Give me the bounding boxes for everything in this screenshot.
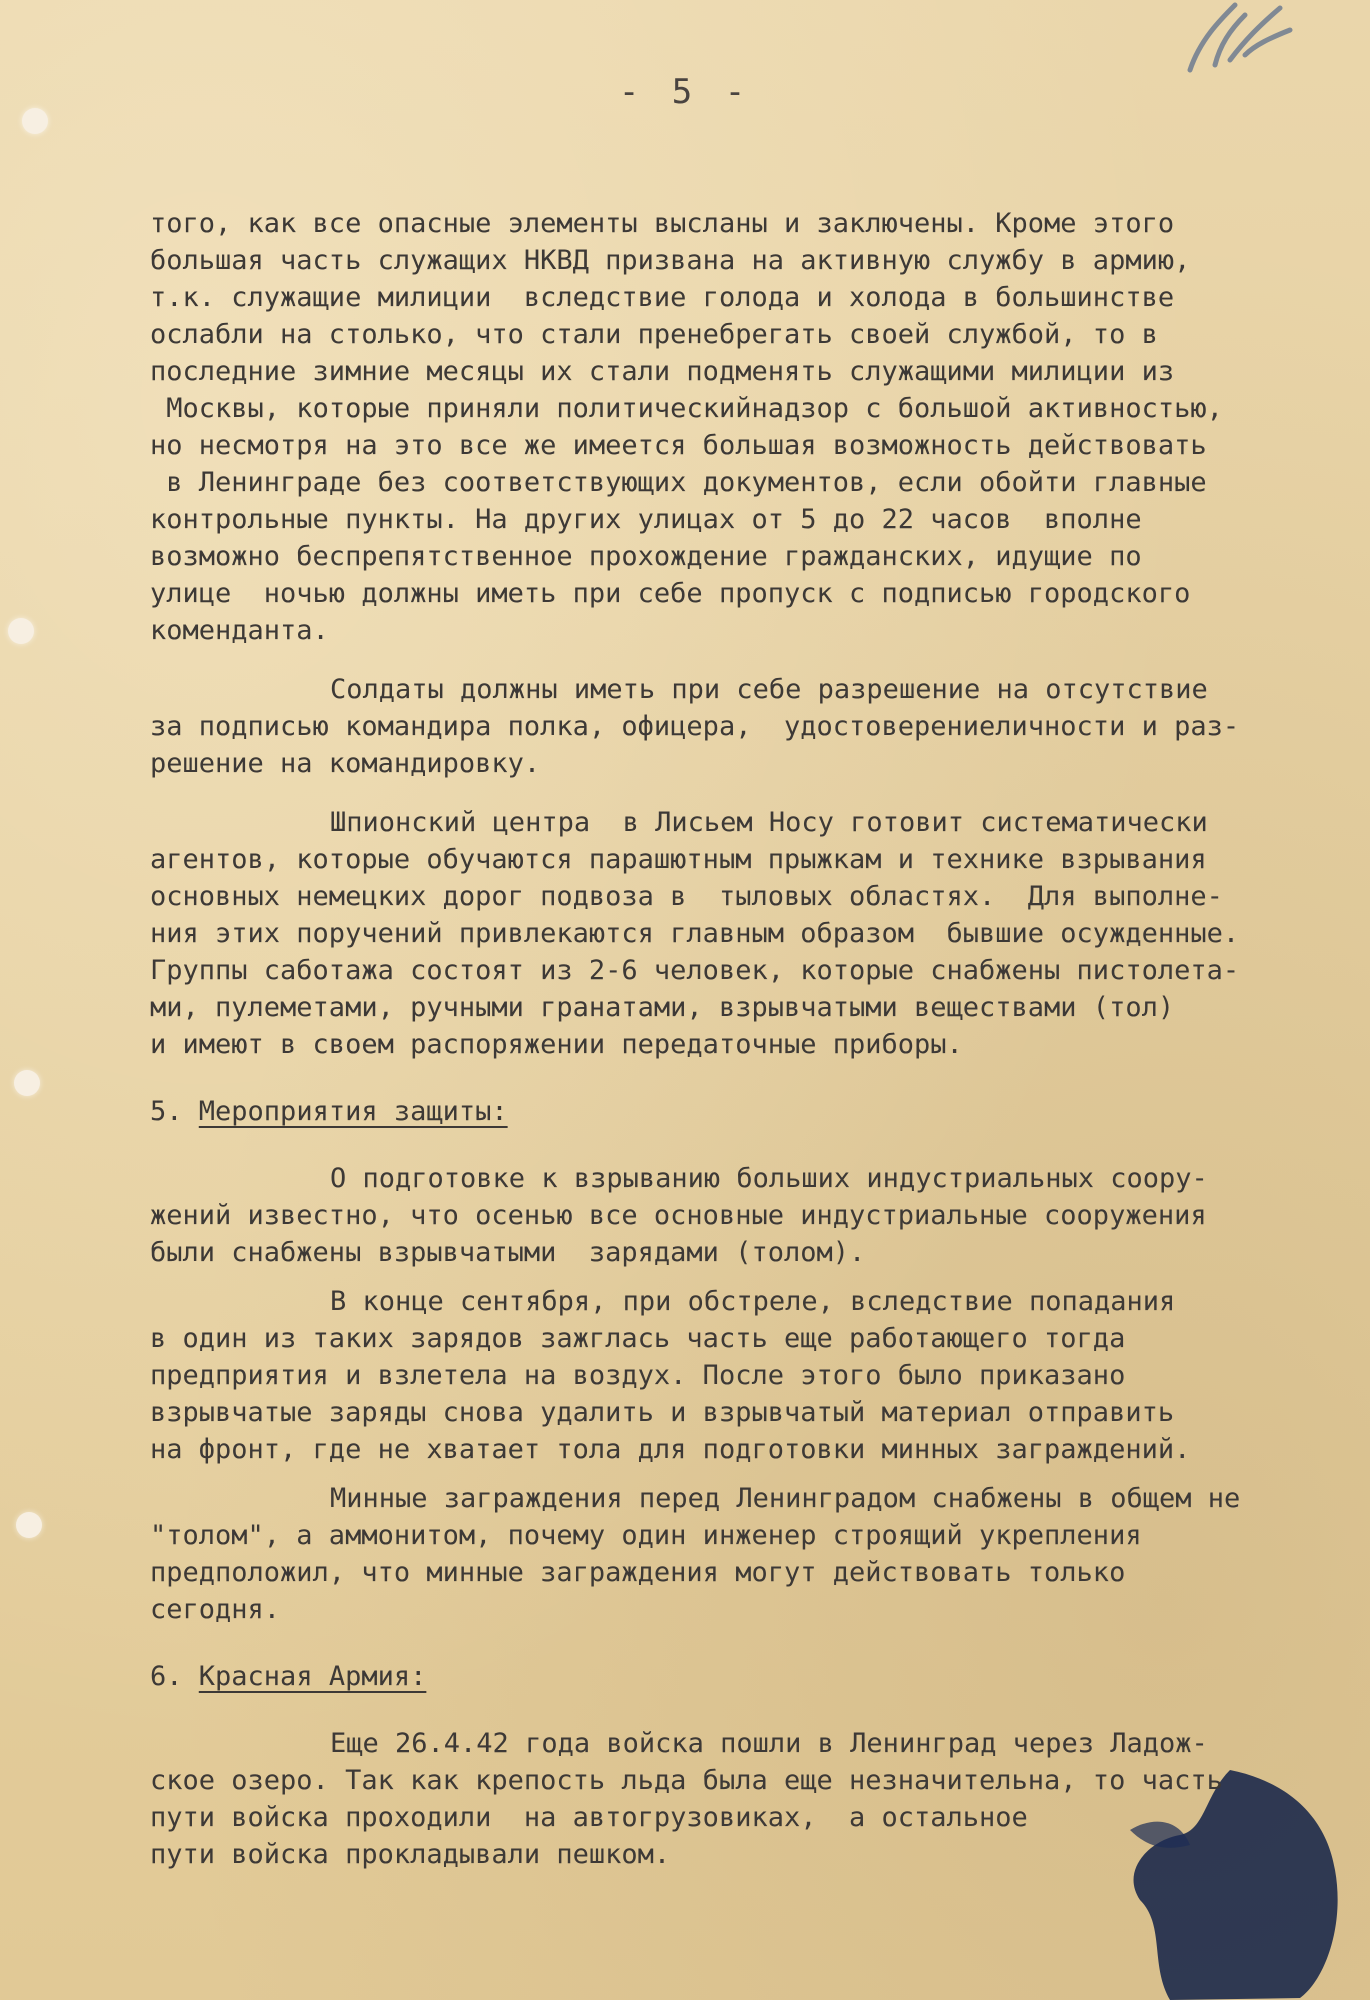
text-line: предприятия и взлетела на воздух. После этого было приказано: [150, 1360, 1126, 1391]
text-line: в один из таких зарядов зажглась часть еще работающего тогда: [150, 1323, 1126, 1354]
section-title: Мероприятия защиты:: [198, 1096, 508, 1127]
paragraph: [150, 1283, 1360, 1468]
text-line: за подписью командира полка, офицера, удостоверениеличности и раз-: [150, 711, 1240, 742]
text-line: но несмотря на это все же имеется большая возможность действовать: [150, 430, 1207, 461]
text-line: того, как все опасные элементы высланы и заключены. Кроме этого: [150, 208, 1175, 239]
paragraph: [150, 1160, 1360, 1271]
paragraph: [150, 1480, 1360, 1628]
text-line: ми, пулеметами, ручными гранатами, взрывчатыми веществами (тол): [150, 992, 1175, 1023]
text-line: большая часть служащих НКВД призвана на активную службу в армию,: [150, 245, 1191, 276]
text-line: пути войска проходили на автогрузовиках, а остальное: [150, 1802, 1028, 1833]
text-line: контрольные пункты. На других улицах от 5 до 22 часов вполне: [150, 504, 1142, 535]
text-line: сегодня.: [150, 1594, 281, 1625]
text-line: ния этих поручений привлекаются главным образом бывшие осужденные.: [150, 918, 1240, 949]
paragraph: [150, 205, 1360, 649]
text-line: и имеют в своем распоряжении передаточные приборы.: [150, 1029, 963, 1060]
punch-hole: [16, 1512, 42, 1538]
punch-hole: [14, 1070, 40, 1096]
text-line: на фронт, где не хватает тола для подготовки минных заграждений.: [150, 1434, 1191, 1465]
text-line: жений известно, что осенью все основные индустриальные сооружения: [150, 1200, 1207, 1231]
page-number: - 5 -: [618, 72, 752, 112]
text-line: агентов, которые обучаются парашютным прыжкам и технике взрывания: [150, 844, 1207, 875]
text-line: Группы саботажа состоят из 2-6 человек, которые снабжены пистолета-: [150, 955, 1240, 986]
text-line: решение на командировку.: [150, 748, 541, 779]
text-line: последние зимние месяцы их стали подменять служащими милиции из: [150, 356, 1175, 387]
text-line: "толом", а аммонитом, почему один инженер строящий укрепления: [150, 1520, 1142, 1551]
text-line: О подготовке к взрыванию больших индустриальных соору-: [330, 1163, 1208, 1194]
section-heading-5: [150, 1093, 1360, 1130]
section-heading-6: [150, 1658, 1360, 1695]
text-line: ское озеро. Так как крепость льда была еще незначительна, то часть: [150, 1765, 1223, 1796]
section-number: 5.: [150, 1096, 183, 1127]
paragraph: [150, 1725, 1360, 1873]
text-line: коменданта.: [150, 615, 329, 646]
text-line: возможно беспрепятственное прохождение гражданских, идущие по: [150, 541, 1142, 572]
section-number: 6.: [150, 1661, 183, 1692]
document-body: [150, 205, 1360, 1873]
text-line: т.к. служащие милиции вследствие голода и холода в большинстве: [150, 282, 1175, 313]
text-line: Солдаты должны иметь при себе разрешение на отсутствие: [330, 674, 1208, 705]
text-line: в Ленинграде без соответствующих документов, если обойти главные: [150, 467, 1207, 498]
text-line: основных немецких дорог подвоза в тыловых областях. Для выполне-: [150, 881, 1223, 912]
text-line: были снабжены взрывчатыми зарядами (толом).: [150, 1237, 866, 1268]
text-line: ослабли на столько, что стали пренебрегать своей службой, то в: [150, 319, 1158, 350]
text-line: Минные заграждения перед Ленинградом снабжены в общем не: [330, 1483, 1241, 1514]
text-line: улице ночью должны иметь при себе пропуск с подписью городского: [150, 578, 1191, 609]
text-line: взрывчатые заряды снова удалить и взрывчатый материал отправить: [150, 1397, 1175, 1428]
text-line: Москвы, которые приняли политическийнадзор с большой активностью,: [150, 393, 1223, 424]
text-line: пути войска прокладывали пешком.: [150, 1839, 671, 1870]
paragraph: [150, 671, 1360, 782]
paragraph: [150, 804, 1360, 1063]
text-line: Еще 26.4.42 года войска пошли в Ленинград через Ладож-: [330, 1728, 1208, 1759]
punch-hole: [8, 618, 34, 644]
text-line: Шпионский центра в Лисьем Носу готовит систематически: [330, 807, 1208, 838]
text-line: предположил, что минные заграждения могут действовать только: [150, 1557, 1126, 1588]
section-title: Красная Армия:: [198, 1661, 427, 1692]
text-line: В конце сентября, при обстреле, вследствие попадания: [330, 1286, 1176, 1317]
